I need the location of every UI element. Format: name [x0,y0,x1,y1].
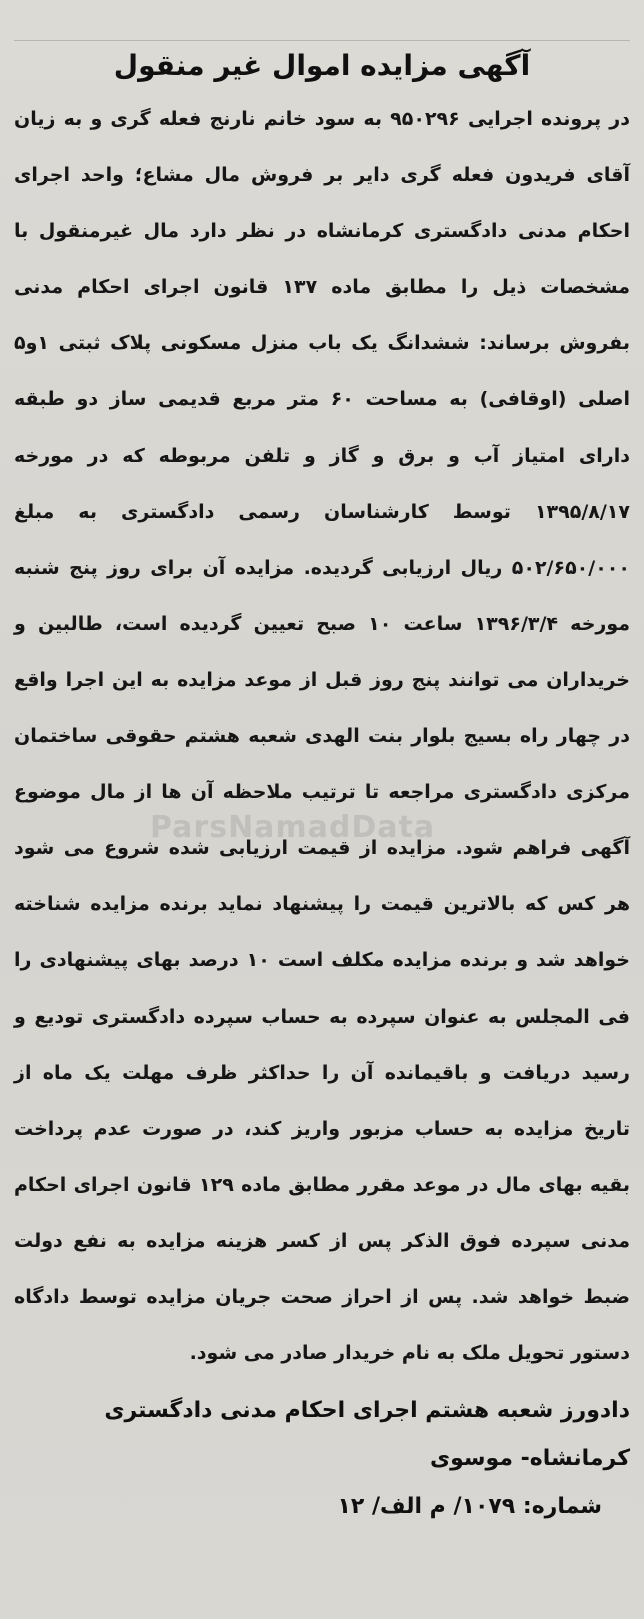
notice-body: در پرونده اجرایی ۹۵۰۲۹۶ به سود خانم نارنج فعله گری و به زیان آقای فریدون فعله گری دایر بر فروش مال مشاع؛ واحد اجرای احکام مدنی دادگستری کرمانشاه در نظر دارد مال غیرمنقول با مشخصات ذیل را مطابق ماده ۱۳۷ قانون اجرای احکام مدنی بفروش برساند: ششدانگ یک باب منزل مسکونی پلاک ثبتی ۱و۵ اصلی (اوقافی) به مساحت ۶۰ متر مربع قدیمی ساز دو طبقه دارای امتیاز آب و برق و گاز و تلفن مربوطه که در مورخه ۱۳۹۵/۸/۱۷ توسط کارشناسان رسمی دادگستری به مبلغ ۵۰۲/۶۵۰/۰۰۰ ریال ارزیابی گردیده. مزایده آن برای روز پنج شنبه مورخه ۱۳۹۶/۳/۴ ساعت ۱۰ صبح تعیین گردیده است، طالبین و خریداران می توانند پنج روز قبل از موعد مزایده به این اجرا واقع در چهار راه بسیج بلوار بنت الهدی شعبه هشتم حقوقی ساختمان مرکزی دادگستری مراجعه تا ترتیب ملاحظه آن ها از مال موضوع آگهی فراهم شود. مزایده از قیمت ارزیابی شده شروع می شود هر کس که بالاترین قیمت را پیشنهاد نماید برنده مزایده شناخته خواهد شد و برنده مزایده مکلف است ۱۰ درصد بهای پیشنهادی را فی المجلس به عنوان سپرده به حساب سپرده دادگستری تودیع و رسید دریافت و باقیمانده آن را حداکثر ظرف مهلت یک ماه از تاریخ مزایده به حساب مزبور واریز کند، در صورت عدم پرداخت بقیه بهای مال در موعد مقرر مطابق ماده ۱۲۹ قانون اجرای احکام مدنی سپرده فوق الذکر پس از کسر هزینه مزایده به نفع دولت ضبط خواهد شد. پس از احراز صحت جریان مزایده توسط دادگاه دستور تحویل ملک به نام خریدار صادر می شود. [14,108,631,1365]
signature-block [14,1387,630,1531]
signature-line-1: دادورز شعبه هشتم اجرای احکام مدنی دادگستری [104,1398,630,1424]
signature-line-2: کرمانشاه- موسوی [429,1446,630,1472]
notice-number: شماره: ۱۰۷۹/ م الف/ ۱۲ [337,1494,602,1520]
notice-title: آگهی مزایده اموال غیر منقول [113,49,531,82]
adjacent-column-strip [14,0,630,41]
watermark: ParsNamadData [150,810,436,845]
